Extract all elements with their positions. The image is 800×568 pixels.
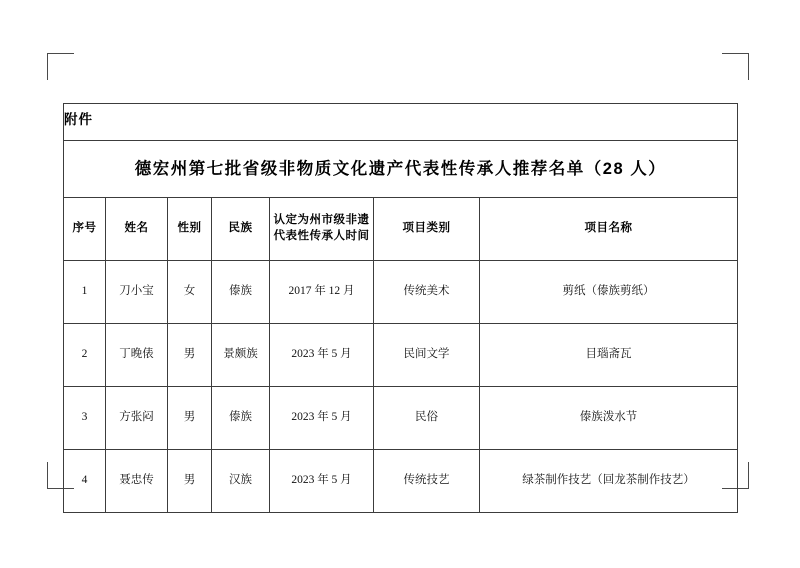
table-row <box>64 261 738 324</box>
cell-sex: 女 <box>168 261 212 324</box>
column-header-category: 项目类别 <box>374 198 480 261</box>
cell-project: 傣族泼水节 <box>480 387 738 450</box>
column-header-sex: 性别 <box>168 198 212 261</box>
cell-sex: 男 <box>168 450 212 513</box>
cell-time: 2023 年 5 月 <box>270 387 374 450</box>
cell-name: 丁晚俵 <box>106 324 168 387</box>
cell-seq: 2 <box>64 324 106 387</box>
column-header-name: 姓名 <box>106 198 168 261</box>
page-title: 德宏州第七批省级非物质文化遗产代表性传承人推荐名单（28 人） <box>64 141 738 198</box>
table-row <box>64 324 738 387</box>
cell-name: 聂忠传 <box>106 450 168 513</box>
column-header-ethnicity: 民族 <box>212 198 270 261</box>
cell-time: 2023 年 5 月 <box>270 450 374 513</box>
cell-seq: 1 <box>64 261 106 324</box>
attachment-label-cell <box>64 104 738 141</box>
column-header-seq: 序号 <box>64 198 106 261</box>
cell-ethnicity: 傣族 <box>212 261 270 324</box>
table-title-row <box>64 141 738 198</box>
crop-mark-top-right <box>722 53 749 80</box>
cell-time: 2017 年 12 月 <box>270 261 374 324</box>
cell-category: 民间文学 <box>374 324 480 387</box>
cell-project: 剪纸（傣族剪纸） <box>480 261 738 324</box>
column-header-time: 认定为州市级非遗代表性传承人时间 <box>270 198 374 261</box>
cell-category: 传统技艺 <box>374 450 480 513</box>
cell-name: 刀小宝 <box>106 261 168 324</box>
cell-sex: 男 <box>168 324 212 387</box>
heritage-inheritors-table <box>63 103 738 513</box>
cell-sex: 男 <box>168 387 212 450</box>
cell-project: 绿茶制作技艺（回龙茶制作技艺） <box>480 450 738 513</box>
table-header-row <box>64 198 738 261</box>
cell-seq: 3 <box>64 387 106 450</box>
crop-mark-top-left <box>47 53 74 80</box>
cell-ethnicity: 汉族 <box>212 450 270 513</box>
cell-time: 2023 年 5 月 <box>270 324 374 387</box>
cell-ethnicity: 傣族 <box>212 387 270 450</box>
attachment-label-row <box>64 104 738 141</box>
cell-project: 目瑙斋瓦 <box>480 324 738 387</box>
cell-category: 传统美术 <box>374 261 480 324</box>
table-row <box>64 387 738 450</box>
column-header-project: 项目名称 <box>480 198 738 261</box>
cell-category: 民俗 <box>374 387 480 450</box>
attachment-label: 附件 <box>64 112 93 127</box>
cell-ethnicity: 景颇族 <box>212 324 270 387</box>
cell-name: 方张闷 <box>106 387 168 450</box>
cell-seq: 4 <box>64 450 106 513</box>
table-row <box>64 450 738 513</box>
